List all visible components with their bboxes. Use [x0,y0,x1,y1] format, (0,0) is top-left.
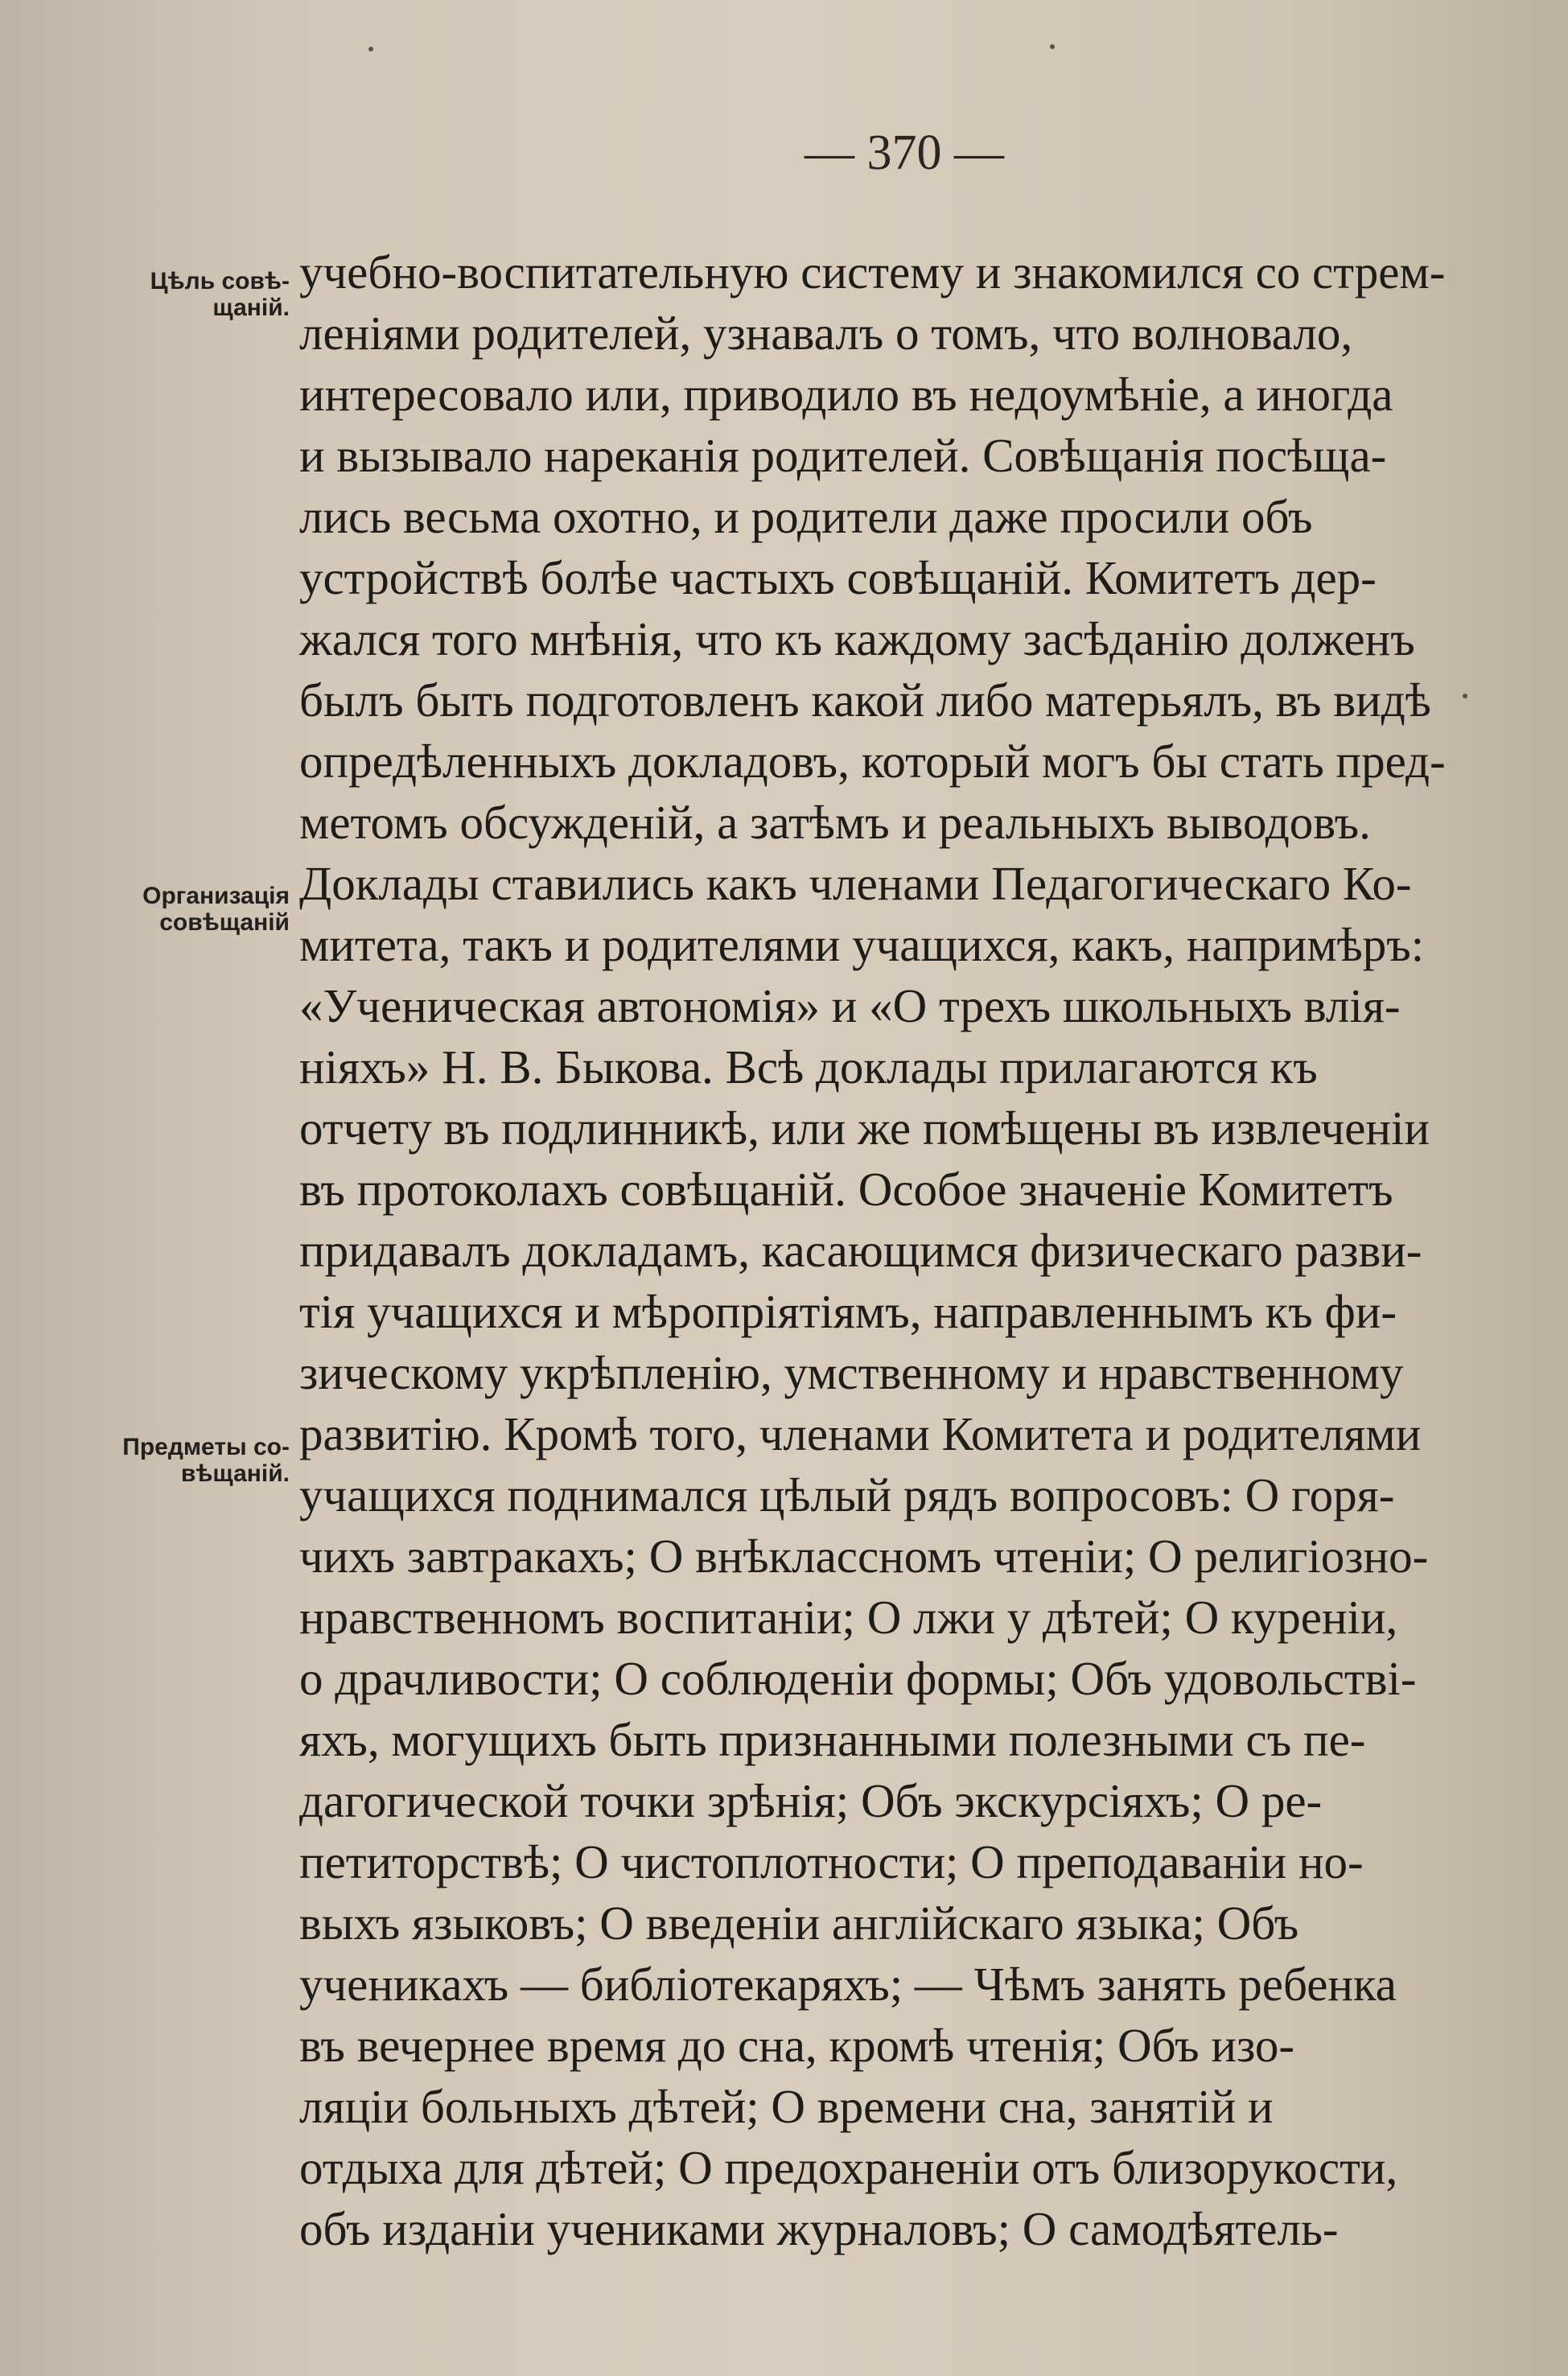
text-line: «Ученическая автономія» и «О трехъ школьныхъ влія- [299,979,1401,1032]
speck [1050,44,1055,49]
text-line: митета, такъ и родителями учащихся, какъ, напримѣръ: [299,918,1425,971]
text-line: ляціи больныхъ дѣтей; О времени сна, занятій и [299,2080,1274,2133]
text-line: въ протоколахъ совѣщаній. Особое значеніе Комитетъ [299,1163,1393,1216]
text-line: былъ быть подготовленъ какой либо матерьялъ, въ видѣ [299,673,1431,727]
text-line: нравственномъ воспитаніи; О лжи у дѣтей; О куреніи, [299,1591,1398,1644]
speck [1463,694,1467,698]
text-line: ніяхъ» Н. В. Быкова. Всѣ доклады прилагаются къ [299,1040,1318,1093]
text-line: лись весьма охотно, и родители даже просили объ [299,490,1313,543]
margin-note-organization [97,883,290,936]
text-line: выхъ языковъ; О введеніи англійскаго языка; Объ [299,1896,1299,1950]
text-line: метомъ обсужденій, а затѣмъ и реальныхъ выводовъ. [299,796,1371,849]
text-line: Доклады ставились какъ членами Педагогическаго Ко- [299,857,1412,910]
text-line: и вызывало нареканія родителей. Совѣщанія посѣща- [299,429,1387,482]
text-line: придавалъ докладамъ, касающимся физическаго разви- [299,1224,1422,1277]
text-line: ученикахъ — библіотекаряхъ; — Чѣмъ занять ребенка [299,1958,1397,2011]
page-number: — 370 — [805,126,1004,180]
text-line: тія учащихся и мѣропріятіямъ, направленнымъ къ фи- [299,1285,1397,1338]
text-line: петиторствѣ; О чистоплотности; О преподаваніи но- [299,1835,1364,1888]
margin-note-text: Предметы со- вѣщаній. [122,1434,290,1487]
text-line: дагогической точки зрѣнія; Объ экскурсіяхъ; О ре- [299,1774,1323,1827]
text-line: яхъ, могущихъ быть признанными полезными съ пе- [299,1713,1366,1766]
margin-note-text: Цѣль совѣ- щаній. [150,268,290,321]
text-line: леніями родителей, узнавалъ о томъ, что волновало, [299,307,1353,360]
text-line: объ изданіи учениками журналовъ; О самодѣятель- [299,2202,1339,2255]
margin-note-purpose [97,268,290,321]
text-line: зическому укрѣпленію, умственному и нравственному [299,1346,1404,1399]
text-line: учебно-воспитательную систему и знакомился со стрем- [299,245,1446,299]
text-line: отчету въ подлинникѣ, или же помѣщены въ извлеченіи [299,1102,1430,1155]
margin-note-subjects [97,1434,290,1487]
margin-note-text: Организація совѣщаній [142,883,290,936]
text-line: устройствѣ болѣе частыхъ совѣщаній. Комитетъ дер- [299,551,1377,604]
text-line: опредѣленныхъ докладовъ, который могъ бы стать пред- [299,735,1446,788]
text-line: жался того мнѣнія, что къ каждому засѣданію долженъ [299,612,1415,665]
text-line: интересовало или, приводило въ недоумѣніе, а иногда [299,368,1393,421]
text-line: въ вечернее время до сна, кромѣ чтенія; Объ изо- [299,2019,1295,2072]
speck [368,47,373,51]
text-line: чихъ завтракахъ; О внѣклассномъ чтеніи; О религіозно- [299,1530,1429,1583]
text-line: отдыха для дѣтей; О предохраненіи отъ близорукости, [299,2141,1398,2194]
text-line: о драчливости; О соблюденіи формы; Объ удовольствi- [299,1652,1417,1705]
text-line: учащихся поднимался цѣлый рядъ вопросовъ: О горя- [299,1468,1395,1522]
text-line: развитію. Кромѣ того, членами Комитета и родителями [299,1407,1422,1460]
